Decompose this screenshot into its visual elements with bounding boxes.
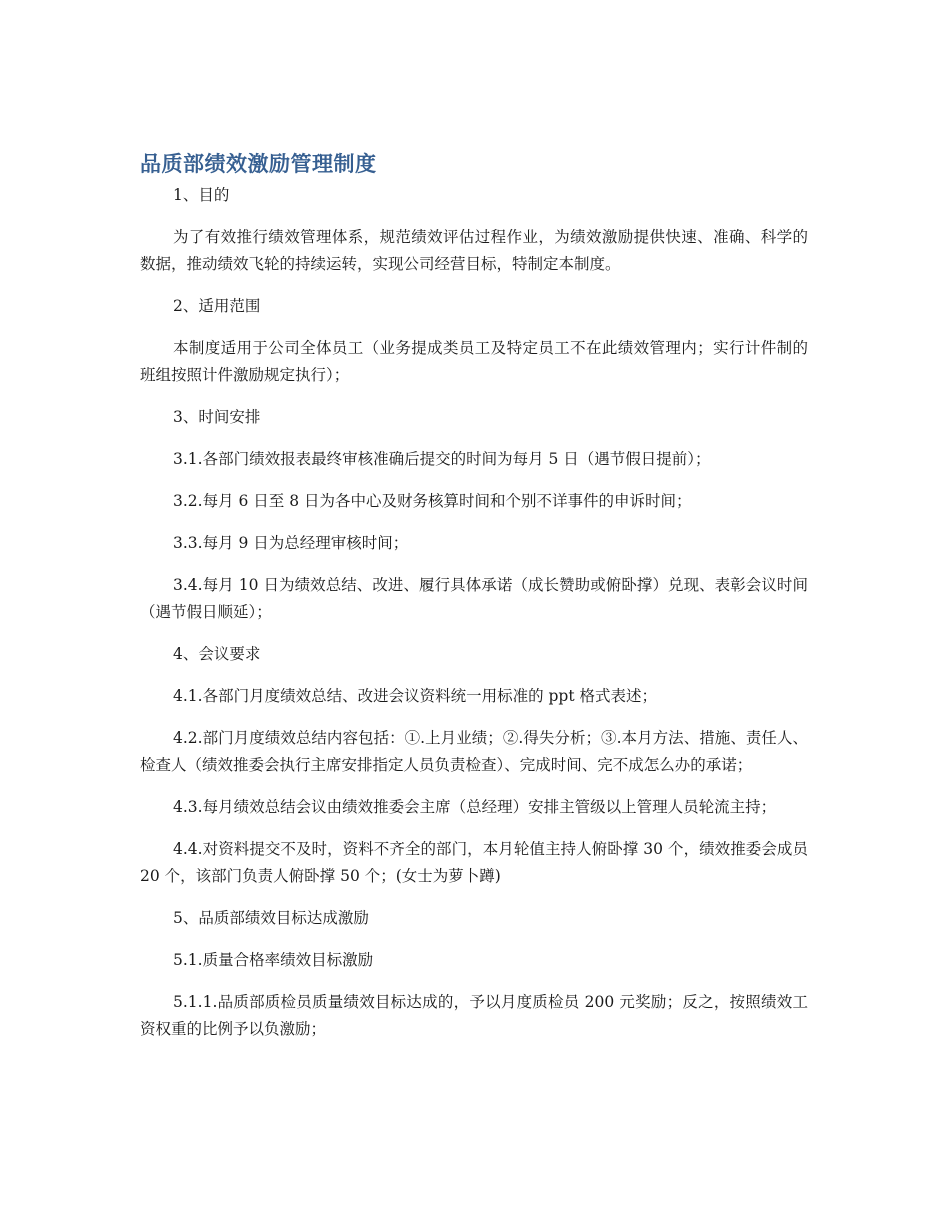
paragraph-scope: 本制度适用于公司全体员工（业务提成类员工及特定员工不在此绩效管理内；实行计件制的班组按照计件激励规定执行）； — [140, 339, 808, 384]
paragraph-3-2: 3.2.每月 6 日至 8 日为各中心及财务核算时间和个别不详事件的申诉时间； — [173, 492, 692, 510]
paragraph-4-3: 4.3.每月绩效总结会议由绩效推委会主席（总经理）安排主管级以上管理人员轮流主持； — [173, 798, 777, 816]
paragraph-5-1: 5.1.质量合格率绩效目标激励 — [173, 951, 374, 969]
section-heading-purpose: 1、目的 — [173, 186, 230, 204]
paragraph-4-4: 4.4.对资料提交不及时，资料不齐全的部门，本月轮值主持人俯卧撑 30 个，绩效推委会成员 20 个，该部门负责人俯卧撑 50 个；(女士为萝卜蹲) — [140, 840, 808, 885]
document-body — [140, 148, 808, 1058]
paragraph-4-1: 4.1.各部门月度绩效总结、改进会议资料统一用标准的 ppt 格式表述； — [173, 687, 658, 705]
paragraph-4-2: 4.2.部门月度绩效总结内容包括：①.上月业绩；②.得失分析；③.本月方法、措施、责任人、检查人（绩效推委会执行主席安排指定人员负责检查）、完成时间、完不成怎么办的承诺； — [140, 729, 808, 774]
paragraph-3-3: 3.3.每月 9 日为总经理审核时间； — [173, 534, 409, 552]
section-heading-incentive: 5、品质部绩效目标达成激励 — [173, 909, 369, 927]
paragraph-3-4: 3.4.每月 10 日为绩效总结、改进、履行具体承诺（成长赞助或俯卧撑）兑现、表彰会议时间（遇节假日顺延）； — [140, 576, 808, 621]
section-heading-scope: 2、适用范围 — [173, 297, 261, 315]
section-heading-schedule: 3、时间安排 — [173, 408, 261, 426]
document-title: 品质部绩效激励管理制度 — [140, 152, 377, 176]
paragraph-3-1: 3.1.各部门绩效报表最终审核准确后提交的时间为每月 5 日（遇节假日提前）； — [173, 450, 711, 468]
paragraph-purpose: 为了有效推行绩效管理体系，规范绩效评估过程作业，为绩效激励提供快速、准确、科学的数据，推动绩效飞轮的持续运转，实现公司经营目标，特制定本制度。 — [140, 228, 808, 273]
section-heading-meeting: 4、会议要求 — [173, 645, 261, 663]
paragraph-5-1-1: 5.1.1.品质部质检员质量绩效目标达成的，予以月度质检员 200 元奖励；反之，按照绩效工资权重的比例予以负激励； — [140, 993, 808, 1038]
